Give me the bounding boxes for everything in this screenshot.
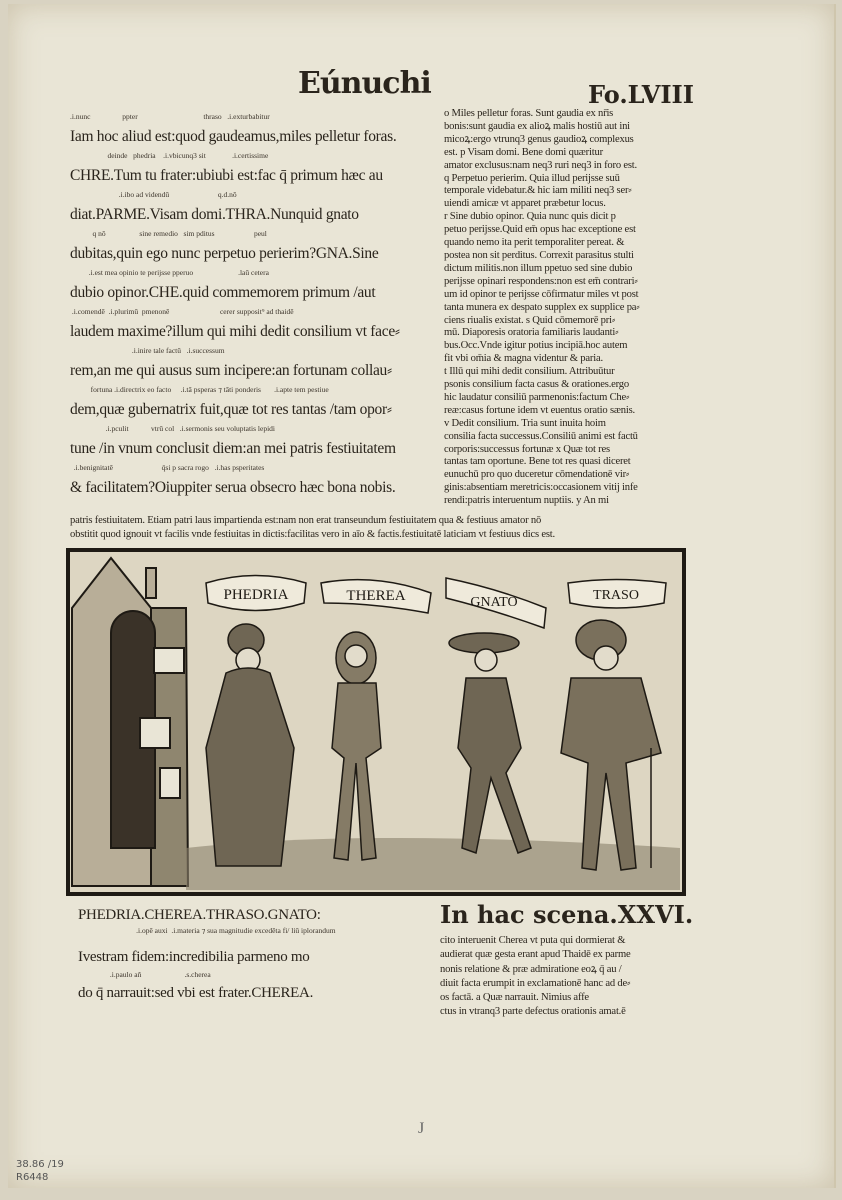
commentary-line: uiendi amicæ vt apparet præbetur locus. bbox=[444, 198, 606, 210]
interlinear-gloss: q nō sine remedio sim pditus peul bbox=[70, 229, 267, 238]
commentary-line: eunuchū pro quo duceretur cōmendationē vir⸗ bbox=[444, 469, 630, 481]
text-line: CHRE.Tum tu frater:ubiubi est:fac q̄ primum hæc au bbox=[70, 167, 383, 184]
commentary-line: petuo perijsse.Quid em̄ opus hac exceptione est bbox=[444, 224, 636, 236]
commentary-line: temporale videbatur.& hic iam militi neq3 ser⸗ bbox=[444, 185, 632, 197]
commentary-line: nonis relatione & præ admiratione eoꝝ q̄ au / bbox=[440, 963, 622, 975]
commentary-line: reæ:casus fortune idem vt euentus oratio sænis. bbox=[444, 404, 635, 416]
interlinear-gloss: .i.paulo añ .s.cherea bbox=[78, 970, 211, 979]
interlinear-gloss: .i.benignitatē q̄si p sacra rogo .i.has psperitates bbox=[70, 463, 265, 472]
commentary-line: q Perpetuo perierim. Quia illud perijsse suū bbox=[444, 172, 620, 184]
commentary-line: dictum militis.non illum ppetuo sed sine dubio bbox=[444, 262, 633, 274]
commentary-line: mū. Diaporesis oratoria familiaris laudanti⸗ bbox=[444, 327, 619, 339]
woodcut-illustration bbox=[66, 548, 686, 896]
interlinear-gloss: .i.ibo ad videndū q.d.nō bbox=[70, 190, 237, 199]
interlinear-gloss: .i.est mea opinio te perijsse pperuo .laū cetera bbox=[70, 268, 269, 277]
commentary-line: fit vbi om̄ia & magna videntur & paria. bbox=[444, 353, 603, 365]
text-line: dubio opinor.CHE.quid commemorem primum /aut bbox=[70, 284, 376, 301]
text-line: diat.PARME.Visam domi.THRA.Nunquid gnato bbox=[70, 206, 359, 223]
commentary-line: t Illū qui mihi dedit consilium. Attribuūtur bbox=[444, 366, 615, 378]
commentary-line: bonis:sunt gaudia ex alioꝝ malis hostiū aut ini bbox=[444, 120, 630, 132]
banner-label: THEREA bbox=[346, 588, 406, 604]
folio-number: Fo.LVIII bbox=[588, 80, 694, 109]
commentary-line: cito interuenit Cherea vt puta qui dormierat & bbox=[440, 935, 626, 946]
commentary-line: micoꝝ:ergo vtrunq3 genus gaudioꝝ complexus bbox=[444, 133, 634, 145]
house-illustration bbox=[72, 558, 188, 886]
commentary-line: corporis:successus fortunæ x Quæ tot res bbox=[444, 443, 610, 455]
text-line: laudem maxime?illum qui mihi dedit consilium vt face⸗ bbox=[70, 323, 400, 340]
text-line: Ivestram fidem:incredibilia parmeno mo bbox=[78, 949, 310, 965]
commentary-line: tantas tam oportune. Bene tot res quasi diceret bbox=[444, 456, 631, 468]
commentary-line: hic laudatur consiliū parmenonis:factum Che⸗ bbox=[444, 391, 630, 403]
commentary-line: ctus in vtranq3 parte defectus orationis amat.ē bbox=[440, 1006, 626, 1018]
commentary-line: audierat quæ gesta erant apud Thaidē ex parme bbox=[440, 949, 631, 961]
commentary-line: amator exclusus:nam neq3 ruri neq3 in foro est. bbox=[444, 159, 638, 171]
commentary-full-line: obstitit quod ignouit vt facilis vnde festiuitas in dictis:facilitas vero in aīo & factis.festiuitatē laticiam vt festiuus dics est. bbox=[70, 529, 555, 540]
banner-label: PHEDRIA bbox=[223, 587, 289, 603]
name-banner-phedria bbox=[206, 576, 306, 611]
commentary-line: bus.Occ.Vnde igitur potius incipiā.hoc autem bbox=[444, 340, 628, 352]
catalog-number: R6448 bbox=[16, 1172, 49, 1183]
commentary-line: postea non sit perditus. Correxit parasitus stulti bbox=[444, 249, 634, 261]
interlinear-gloss: .i.inire tale factū .i.successum bbox=[70, 346, 225, 355]
commentary-line: r Sine dubio opinor. Quia nunc quis dicit p bbox=[444, 211, 616, 223]
commentary-line: psonis consilium facta casus & orationes.ergo bbox=[444, 379, 629, 391]
name-banner-traso bbox=[568, 580, 666, 609]
signature-mark: J bbox=[418, 1120, 425, 1137]
commentary-line: ciens riualis existat. s Quid cōmemorē pri⸗ bbox=[444, 314, 616, 326]
interlinear-gloss: .i.pculit vtrū col .i.sermonis seu voluptatis lepidi bbox=[70, 424, 275, 433]
commentary-column bbox=[444, 108, 694, 508]
play-text-column bbox=[70, 110, 440, 500]
banner-label: GNATO bbox=[470, 595, 518, 610]
text-line: dubitas,quin ego nunc perpetuo perierim?GNA.Sine bbox=[70, 245, 379, 262]
text-line: Iam hoc aliud est:quod gaudeamus,miles pelletur foras. bbox=[70, 128, 397, 145]
interlinear-gloss: .i.comendē .i.plurimū pmenonē cerer supposit⁹ ad thaidē bbox=[70, 307, 294, 316]
text-line: & facilitatem?Oiuppiter serua obsecro hæc bona nobis. bbox=[70, 479, 396, 496]
commentary-line: o Miles pelletur foras. Sunt gaudia ex nr̄is bbox=[444, 108, 614, 119]
commentary-line: quando nemo ita perit temporaliter pereat. & bbox=[444, 237, 625, 249]
commentary-line: est. p Visam domi. Bene domi quæritur bbox=[444, 146, 603, 158]
text-line: dem,quæ gubernatrix fuit,quæ tot res tantas /tam opor⸗ bbox=[70, 401, 392, 418]
commentary-full-line: patris festiuitatem. Etiam patri laus impartienda est:nam non erat transeundum festiuitatem qua & festiuus amator nō bbox=[70, 515, 542, 526]
text-line: rem,an me qui ausus sum incipere:an fortunam collau⸗ bbox=[70, 362, 392, 379]
commentary-line: tanta munera ex despato supplex ex supplice pa⸗ bbox=[444, 301, 640, 313]
accession-number: 38.86 /19 bbox=[16, 1159, 64, 1170]
interlinear-gloss: fortuna .i.directrix eo facto .i.tā psperas ⁊ tāti ponderis .i.apte tem pestiue bbox=[70, 385, 329, 394]
scene-heading: In hac scena.XXVI. bbox=[440, 900, 694, 929]
text-line: tune /in vnum conclusit diem:an mei patris festiuitatem bbox=[70, 440, 396, 457]
scene-characters: PHEDRIA.CHEREA.THRASO.GNATO: bbox=[78, 907, 321, 923]
commentary-line: diuit facta erumpit in exclamationē hanc ad de⸗ bbox=[440, 977, 631, 989]
commentary-line: consilia facta successus.Consiliū animi est factū bbox=[444, 430, 638, 442]
commentary-line: perijsse opinari respondens:non est em̄ contrari⸗ bbox=[444, 275, 638, 287]
commentary-line: um id opinor te perijsse cōfirmatur miles vt post bbox=[444, 288, 639, 300]
interlinear-gloss: deinde phedria .i.vbicunq3 sit .i.certissime bbox=[70, 151, 269, 160]
commentary-line: ginis:absentiam meretricis:occasionem vitij infe bbox=[444, 482, 638, 494]
interlinear-gloss: .i.nunc ppter thraso .i.exturbabitur bbox=[70, 112, 270, 121]
text-line: do q̄ narrauit:sed vbi est frater.CHEREA. bbox=[78, 985, 314, 1001]
interlinear-gloss: .i.opē auxi .i.materia ⁊ sua magnitudie excedēta fi/ liū iplorandum bbox=[78, 926, 336, 935]
scene-text-column bbox=[78, 904, 438, 1004]
banner-label: TRASO bbox=[593, 588, 639, 603]
collection-inscription bbox=[16, 1158, 64, 1184]
commentary-line: os factā. a Quæ narrauit. Nimius affe bbox=[440, 992, 589, 1004]
commentary-line: rendi:patris interuentum nuptiis. y An mi bbox=[444, 495, 609, 507]
running-title: Eúnuchi bbox=[298, 66, 431, 101]
commentary-line: v Dedit consilium. Tria sunt inuita hoim bbox=[444, 417, 606, 429]
scene-commentary bbox=[440, 934, 700, 1020]
